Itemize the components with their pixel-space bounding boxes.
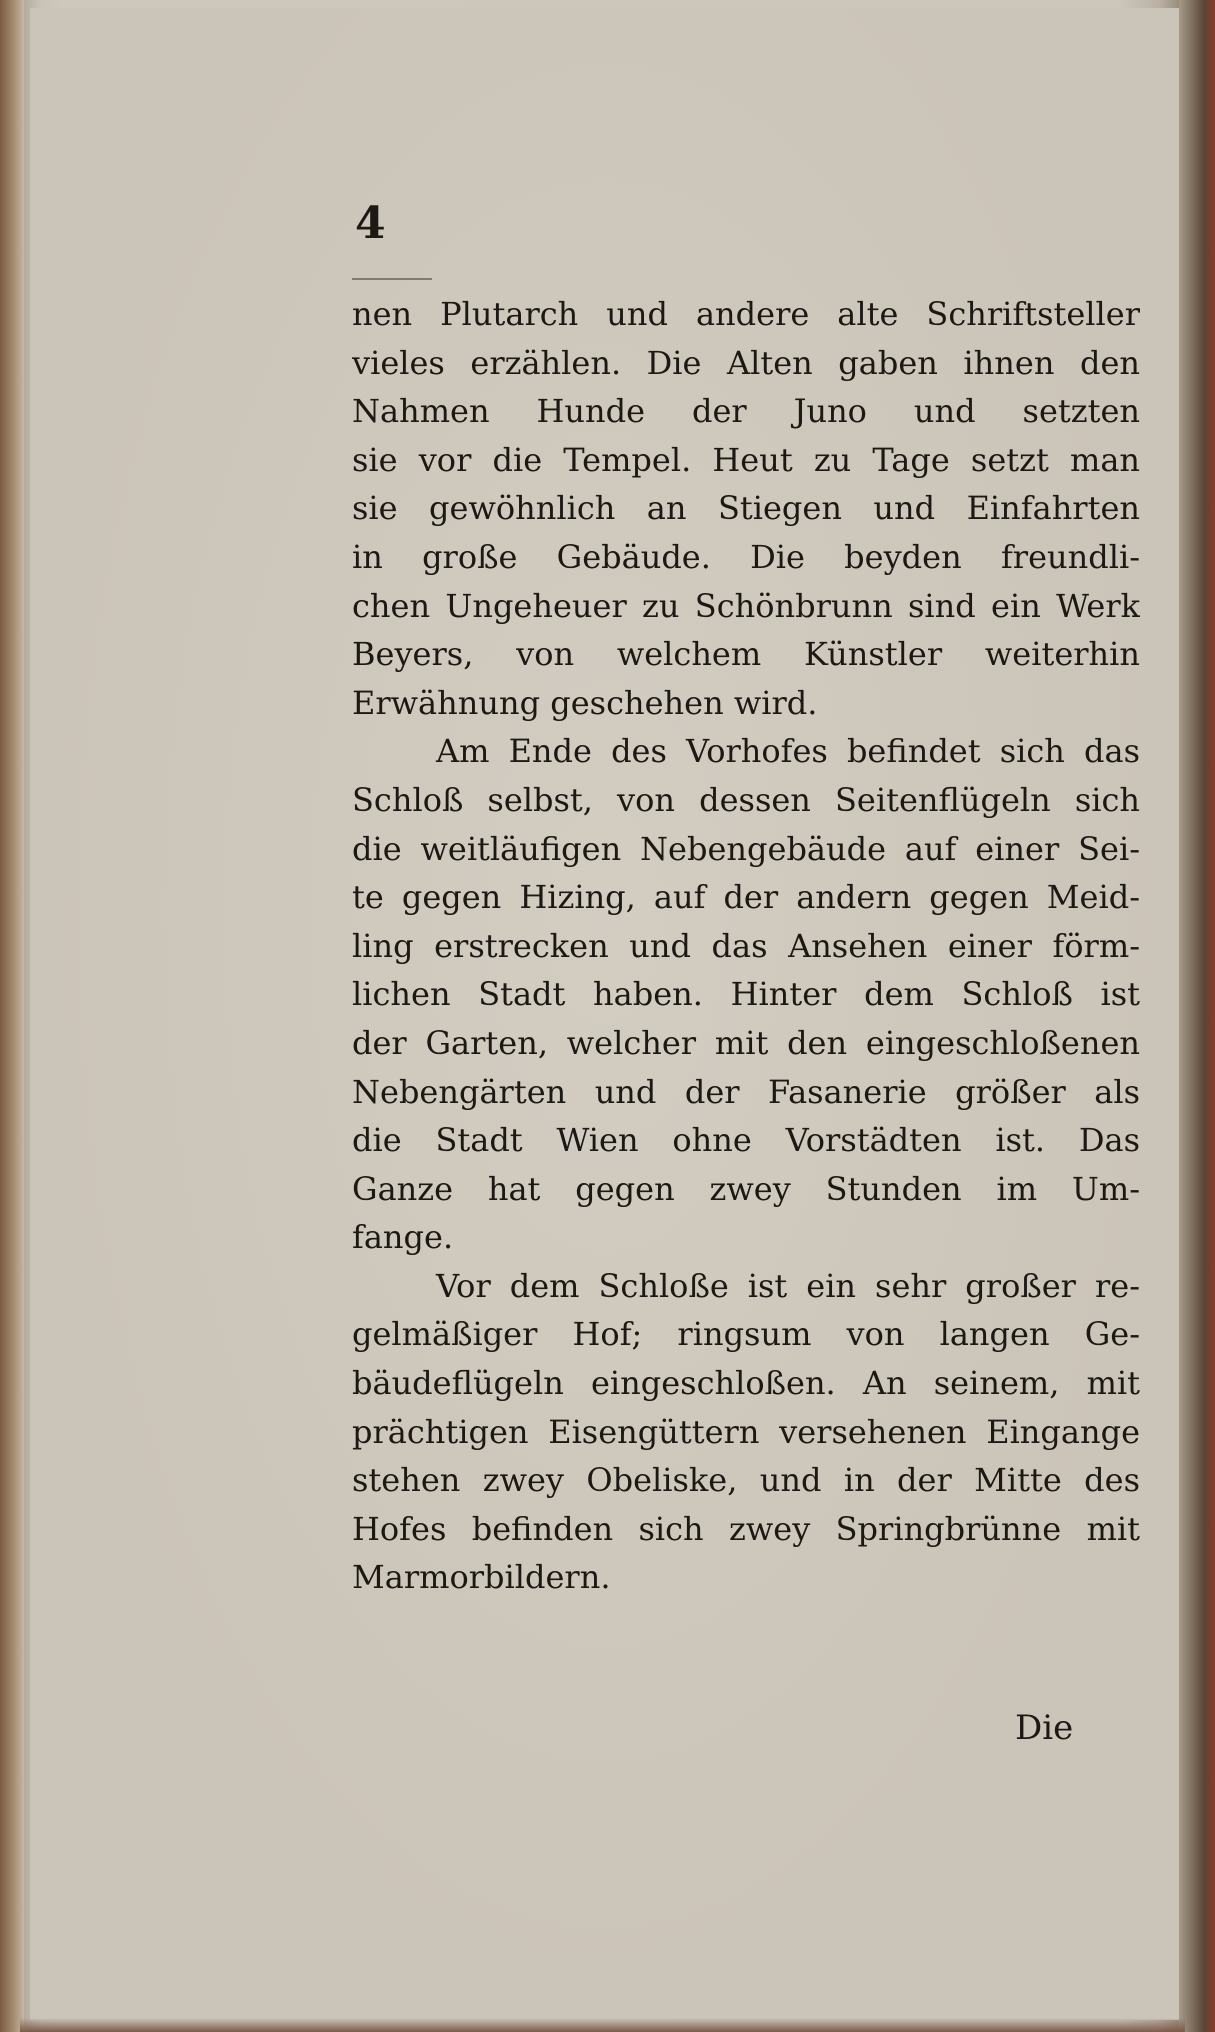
text-line: Vor dem Schloße ist ein sehr großer re- [436, 1266, 1140, 1305]
text-line: lichen Stadt haben. Hinter dem Schloß ist [352, 975, 1140, 1014]
book-page [30, 8, 1180, 2020]
page-edge-bottom [20, 2018, 1185, 2032]
page-number: 4 [355, 198, 386, 249]
text-line: vieles erzählen. Die Alten gaben ihnen den [352, 343, 1140, 382]
text-line: gelmäßiger Hof; ringsum von langen Ge- [352, 1315, 1140, 1354]
catchword: Die [1015, 1708, 1074, 1748]
text-line: nen Plutarch und andere alte Schriftsteller [352, 295, 1140, 333]
text-line: die weitläufigen Nebengebäude auf einer Sei- [352, 829, 1140, 868]
text-line: in große Gebäude. Die beyden freundli- [352, 537, 1140, 576]
text-line: prächtigen Eisengüttern versehenen Eingange [352, 1412, 1140, 1451]
text-line: Beyers, von welchem Künstler weiterhin [352, 635, 1140, 674]
text-line: Nahmen Hunde der Juno und setzten [352, 392, 1140, 431]
text-line: Am Ende des Vorhofes befindet sich das [436, 732, 1140, 771]
book-gutter [0, 0, 24, 2032]
text-line: Ganze hat gegen zwey Stunden im Um- [352, 1169, 1140, 1208]
body-text [352, 290, 1140, 1602]
text-line: Erwähnung geschehen wird. [352, 683, 818, 722]
text-line: fange. [352, 1218, 454, 1257]
page-edge-right [1179, 0, 1215, 2032]
header-rule [352, 278, 432, 280]
text-line: chen Ungeheuer zu Schönbrunn sind ein Werk [352, 586, 1140, 625]
text-line: Schloß selbst, von dessen Seitenflügeln sich [352, 780, 1140, 819]
text-line: Nebengärten und der Fasanerie größer als [352, 1072, 1140, 1111]
text-line: stehen zwey Obeliske, und in der Mitte des [352, 1461, 1140, 1500]
text-line: Marmorbildern. [352, 1558, 611, 1597]
text-line: sie vor die Tempel. Heut zu Tage setzt man [352, 440, 1140, 479]
text-line: die Stadt Wien ohne Vorstädten ist. Das [352, 1121, 1140, 1160]
text-line: sie gewöhnlich an Stiegen und Einfahrten [352, 489, 1140, 528]
text-line: ling erstrecken und das Ansehen einer förm- [352, 926, 1140, 965]
text-line: Hofes befinden sich zwey Springbrünne mit [352, 1509, 1140, 1548]
text-line: bäudeflügeln eingeschloßen. An seinem, mit [352, 1364, 1140, 1403]
text-line: der Garten, welcher mit den eingeschloßenen [352, 1023, 1140, 1062]
text-line: te gegen Hizing, auf der andern gegen Meid- [352, 878, 1140, 917]
